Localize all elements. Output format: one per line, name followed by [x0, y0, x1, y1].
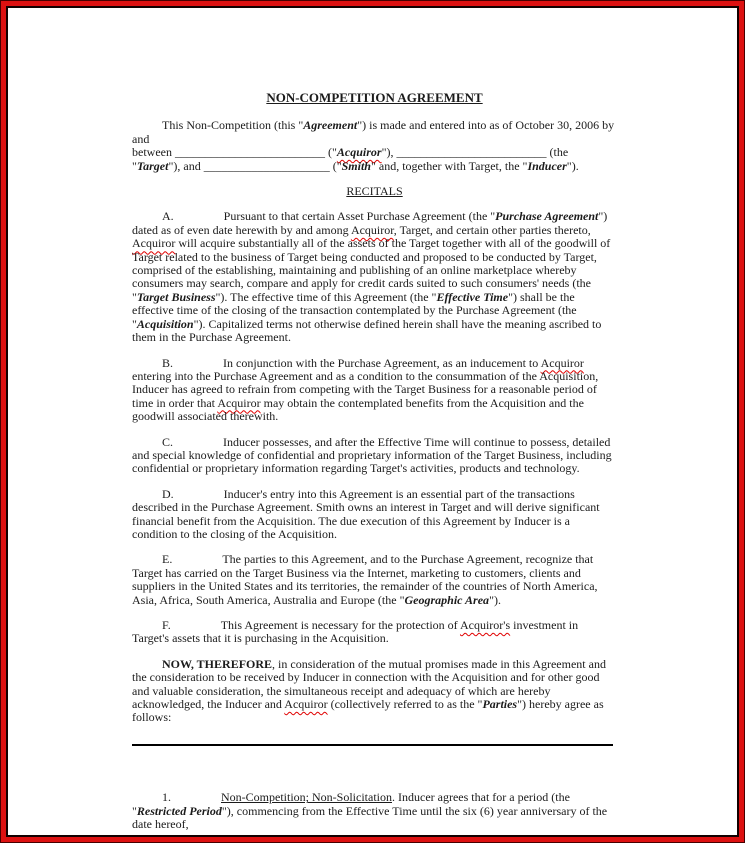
text-run: Restricted Period: [136, 803, 222, 818]
text-run: F.: [162, 618, 171, 632]
text-run: ") dated as of even date herewith by and among: [132, 209, 608, 237]
recitals-heading: RECITALS: [346, 184, 403, 199]
text-run: 1.: [162, 790, 171, 805]
recital-a-paragraph: [132, 210, 617, 344]
text-run: Acquiror: [217, 395, 261, 410]
text-run: Acquiror's: [459, 618, 511, 632]
text-run: C.: [162, 434, 174, 449]
text-run: Purchase Agreement: [495, 209, 599, 224]
text-run: , Target, and certain other parties thereto,: [393, 222, 591, 237]
text-run: Acquiror: [540, 355, 584, 370]
text-run: Effective Time: [436, 289, 509, 304]
text-run: Acquisition: [136, 316, 194, 331]
text-run: Non-Competition; Non-Solicitation: [221, 790, 392, 805]
text-run: Acquiror: [336, 145, 382, 160]
text-run: "),: [381, 145, 397, 160]
now-therefore-paragraph: [132, 658, 617, 725]
text-run: Inducer possesses, and after the Effective Time will continue to possess, detailed and special knowledge of confidential and proprietary information of the Target Business, including confidential or proprietary information regarding Target's activities, products and technology.: [132, 434, 612, 476]
text-run: E.: [162, 552, 173, 567]
text-run: The parties to this Agreement, and to the Purchase Agreement, recognize that Target has carried on the Target Business via the Internet, marketing to customers, clients and suppliers in the United States and its territories, the remainder of the countries of North America, Asia, Africa, South America, Australia and Europe (the ": [132, 552, 598, 607]
text-run: ") is made and entered into as of October 30, 2006 by and: [132, 118, 615, 146]
document-page: [8, 8, 737, 835]
text-run: (": [324, 145, 337, 160]
text-run: Acquiror: [284, 697, 328, 712]
text-run: _________________________: [174, 145, 325, 160]
recital-e-paragraph: [132, 553, 617, 607]
text-run: D.: [162, 486, 174, 501]
text-run: "). The effective time of this Agreement (the ": [215, 289, 437, 304]
text-run: , in consideration of the mutual promises made in this Agreement and the consideration to be received by Inducer in connection with the Acquisition and for other good and valuable consideration, the simultaneous receipt and adequacy of which are hereby acknowledged, the Inducer and: [132, 656, 606, 712]
document-title: NON-COMPETITION AGREEMENT: [266, 90, 483, 105]
text-run: In conjunction with the Purchase Agreement, as an inducement to: [223, 355, 541, 370]
text-run: between: [132, 145, 175, 160]
intro-paragraph: [132, 119, 617, 173]
text-run: Agreement: [303, 118, 358, 133]
text-run: B.: [162, 355, 174, 370]
text-run: "). Capitalized terms not otherwise defined herein shall have the meaning ascribed to them in the Purchase Agreement.: [132, 316, 602, 345]
recital-b-paragraph: [132, 357, 617, 424]
text-run: Parties: [482, 697, 518, 712]
section-1-paragraph: [132, 791, 617, 831]
text-run: Target Business: [136, 289, 216, 304]
text-run: ").: [489, 592, 501, 607]
text-run: Pursuant to that certain Asset Purchase Agreement (the ": [223, 209, 496, 224]
page-frame-inner: [6, 6, 739, 837]
text-run: (collectively referred to as the ": [327, 697, 483, 712]
section-divider-rule: [132, 744, 613, 747]
text-run: investment in Target's assets that it is purchasing in the Acquisition.: [132, 618, 579, 646]
text-run: " and, together with Target, the ": [370, 158, 528, 173]
text-run: entering into the Purchase Agreement and as a condition to the consummation of the Acquisition, Inducer has agreed to refrain from competing with the Target Business for a reasonable period of time in order that: [132, 368, 599, 410]
text-run: Acquiror: [132, 236, 176, 251]
text-run: ": [132, 158, 137, 173]
text-run: (": [329, 158, 342, 173]
text-run: Geographic Area: [404, 592, 490, 607]
page-frame-red-band: [1, 1, 744, 842]
text-run: This Non-Competition (this ": [162, 118, 304, 133]
text-run: . Inducer agrees that for a period (the ": [132, 790, 570, 818]
recital-f-paragraph: [132, 619, 617, 646]
text-run: "), and: [168, 158, 204, 173]
text-run: "), commencing from the Effective Time until the six (6) year anniversary of the date hereof,: [132, 803, 608, 832]
recital-d-paragraph: [132, 488, 617, 542]
text-run: Acquiror: [350, 222, 394, 237]
text-run: _____________________: [203, 158, 330, 173]
text-run: may obtain the contemplated benefits from the Acquisition and the goodwill associated therewith.: [132, 395, 584, 424]
text-run: NOW, THEREFORE: [162, 656, 273, 671]
text-run: ").: [566, 158, 579, 173]
text-run: Inducer's entry into this Agreement is an essential part of the transactions described in the Purchase Agreement. Smith owns an interest in Target and will derive significant financial benefit from the Acquisition. The due execution of this Agreement by Inducer is a condition to the closing of the Acquisition.: [132, 486, 600, 541]
text-run: ") shall be the effective time of the closing of the transaction contemplated by the Purchase Agreement (the ": [132, 289, 577, 331]
text-run: A.: [162, 209, 174, 224]
text-run: Inducer: [527, 158, 567, 173]
recital-c-paragraph: [132, 436, 617, 476]
text-run: This Agreement is necessary for the protection of: [220, 618, 460, 632]
text-run: will acquire substantially all of the assets of the Target together with all of the goodwill of Target related to the business of Target being conducted and proposed to be conducted by Target, comprised of the establishing, maintaining and publishing of an online marketplace whereby consumers may search, compare and apply for credit cards suited to such consumers' needs (the ": [132, 236, 611, 304]
text-run: Target: [136, 158, 169, 173]
text-run: ") hereby agree as follows:: [132, 697, 604, 725]
text-run: _________________________: [396, 145, 547, 160]
text-run: (the: [546, 145, 569, 160]
text-run: Smith: [341, 158, 371, 173]
